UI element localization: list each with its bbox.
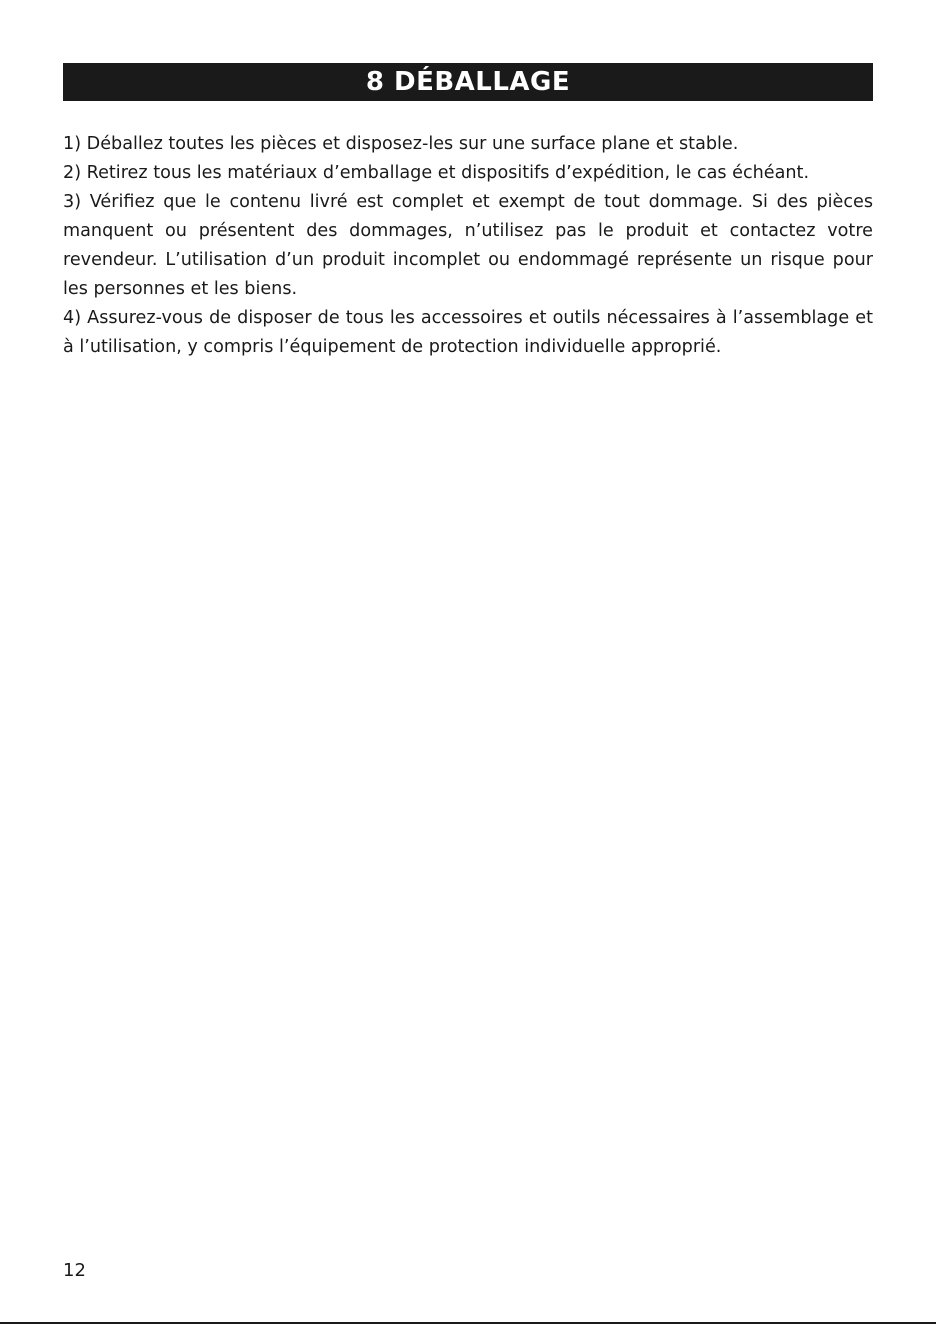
section-header-bar <box>63 63 873 101</box>
instruction-step-2: 2) Retirez tous les matériaux d’emballage et dispositifs d’expédition, le cas échéant. <box>63 163 810 183</box>
instruction-step-1: 1) Déballez toutes les pièces et disposez-les sur une surface plane et stable. <box>63 134 739 154</box>
instruction-step-3: 3) Vérifiez que le contenu livré est complet et exempt de tout dommage. Si des pièces manquent ou présentent des dommages, n’utilisez pas le produit et contactez votre revendeur. L’utilisation d’un produit incomplet ou endommagé représente un risque pour les personnes et les biens. <box>63 192 873 299</box>
page-number: 12 <box>63 1260 86 1281</box>
instruction-step-4: 4) Assurez-vous de disposer de tous les accessoires et outils nécessaires à l’assemblage et à l’utilisation, y compris l’équipement de protection individuelle approprié. <box>63 308 873 357</box>
section-title: 8 DÉBALLAGE <box>365 67 571 97</box>
unpacking-instructions <box>63 130 873 362</box>
